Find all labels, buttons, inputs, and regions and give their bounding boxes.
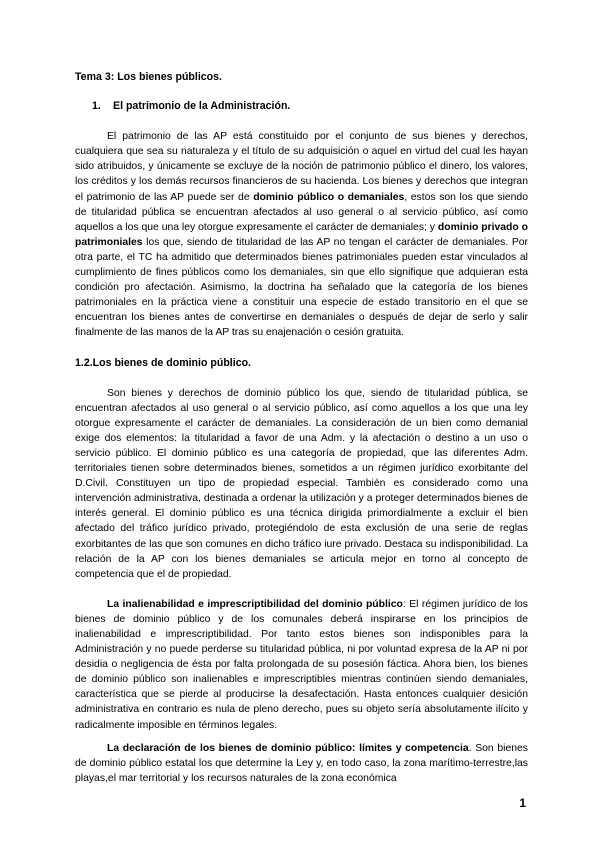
bold-term-dominio-publico: dominio público o demaniales [253,191,405,203]
paragraph-text: : El régimen jurídico de los bienes de dominio público y de los comunales deberá inspirarse en los principios de inalienabilidad e imprescriptibilidad. Por tanto estos bienes son indisponibles para la Administración y no puede perderse su titularidad pública, ni por voluntad expresa de la AP ni por desidia o negligencia de ésta por falta prolongada de su posesión fáctica. Ahora bien, los bienes de dominio público son inalienables e imprescriptibles mientras continúen siendo demaniales, característica que se pierde al producirse la desafectación. Hasta entonces cualquier desición administrativa en contrario es nula de pleno derecho, pues su objeto sería absolutamente ilícito y radicalmente imposible en términos legales. [75,598,528,731]
document-title: Tema 3: Los bienes públicos. [75,71,222,83]
paragraph-dominio-publico: Son bienes y derechos de dominio público los que, siendo de titularidad pública, se encuentran afectados al uso general o al servicio público, así como aquellos a los que una ley otorgue expresamente el carácter de demaniales. La consideración de un bien como demanial exige dos elementos: la titularidad a favor de una Adm. y la afectación o destino a un uso o servicio público. El dominio público es una categoría de propiedad, que las diferentes Adm. territoriales tienen sobre determinados bienes, sometidos a un régimen jurídico exorbitante del D.Civil. Constituyen un tipo de propiedad especial. También es considerado como una intervención administrativa, destinada a ordenar la utilización y a proteger determinados bienes de interés general. El dominio público es una técnica dirigida primordialmente a excluir el bien afectado del tráfico jurídico privado, protegiéndolo de esta exclusión de una serie de reglas exorbitantes de las que son comunes en dicho tráfico iure privado. Destaca su indisponibilidad. La relación de la AP con los bienes demaniales se articula mejor en torno al concepto de competencia que el de propiedad. [75,387,528,580]
bold-term-inalienabilidad: La inalienabilidad e imprescriptibilidad del dominio público [107,598,403,610]
bold-term-dominio-privado: dominio privado o patrimoniales [75,221,528,248]
paragraph-text: los que, siendo de titularidad de las AP no tengan el carácter de demaniales. Por otra parte, el TC ha admitido que determinados bienes patrimoniales pueden estar vinculados al cumplimiento de fines públicos como los demaniales, sin que ello signifique que adquieran esta condición pro afectación. Asimismo, la doctrina ha señalado que la categoría de los bienes patrimoniales en la práctica viene a constituir una especie de estado transitorio en el que se encuentran los bienes antes de convertirse en demaniales o después de dejar de serlo y salir finalmente de las manos de la AP tras su enajenación o cesión gratuita. [75,236,528,339]
paragraph-declaracion [75,741,528,786]
page-number: 1 [519,796,526,810]
paragraph-text: . Son bienes de dominio público estatal los que determine la Ley y, en todo caso, la zona marítimo-terrestre,las playas,el mar territorial y los recursos naturales de la zona económica [75,742,528,784]
paragraph-inalienabilidad [75,597,528,733]
paragraph-patrimonio [75,129,528,340]
document-body [75,70,528,801]
subsection-heading: 1.2.Los bienes de dominio público. [75,356,251,369]
section-number: 1. [92,100,101,113]
paragraph-text: , estos son los que siendo de titularidad pública se encuentran afectados al uso general o al servicio público, así como aquellos a los que una ley otorgue expresamente el carácter de demaniales; y [75,191,528,233]
section-heading-text: El patrimonio de la Administración. [113,100,291,113]
bold-term-declaracion: La declaración de los bienes de dominio público: límites y competencia [107,742,469,754]
section-heading [75,99,528,114]
paragraph-text: El patrimonio de las AP está constituido por el conjunto de sus bienes y derechos, cualquiera que sea su naturaleza y el título de su adquisición o aquel en virtud del cual les hayan sido atribuidos, y únicamente se excluye de la noción de patrimonio público el dinero, los valores, los créditos y los demás recursos financieros de su hacienda. Los bienes y derechos que integran el patrimonio de las AP puede ser de [75,131,528,203]
